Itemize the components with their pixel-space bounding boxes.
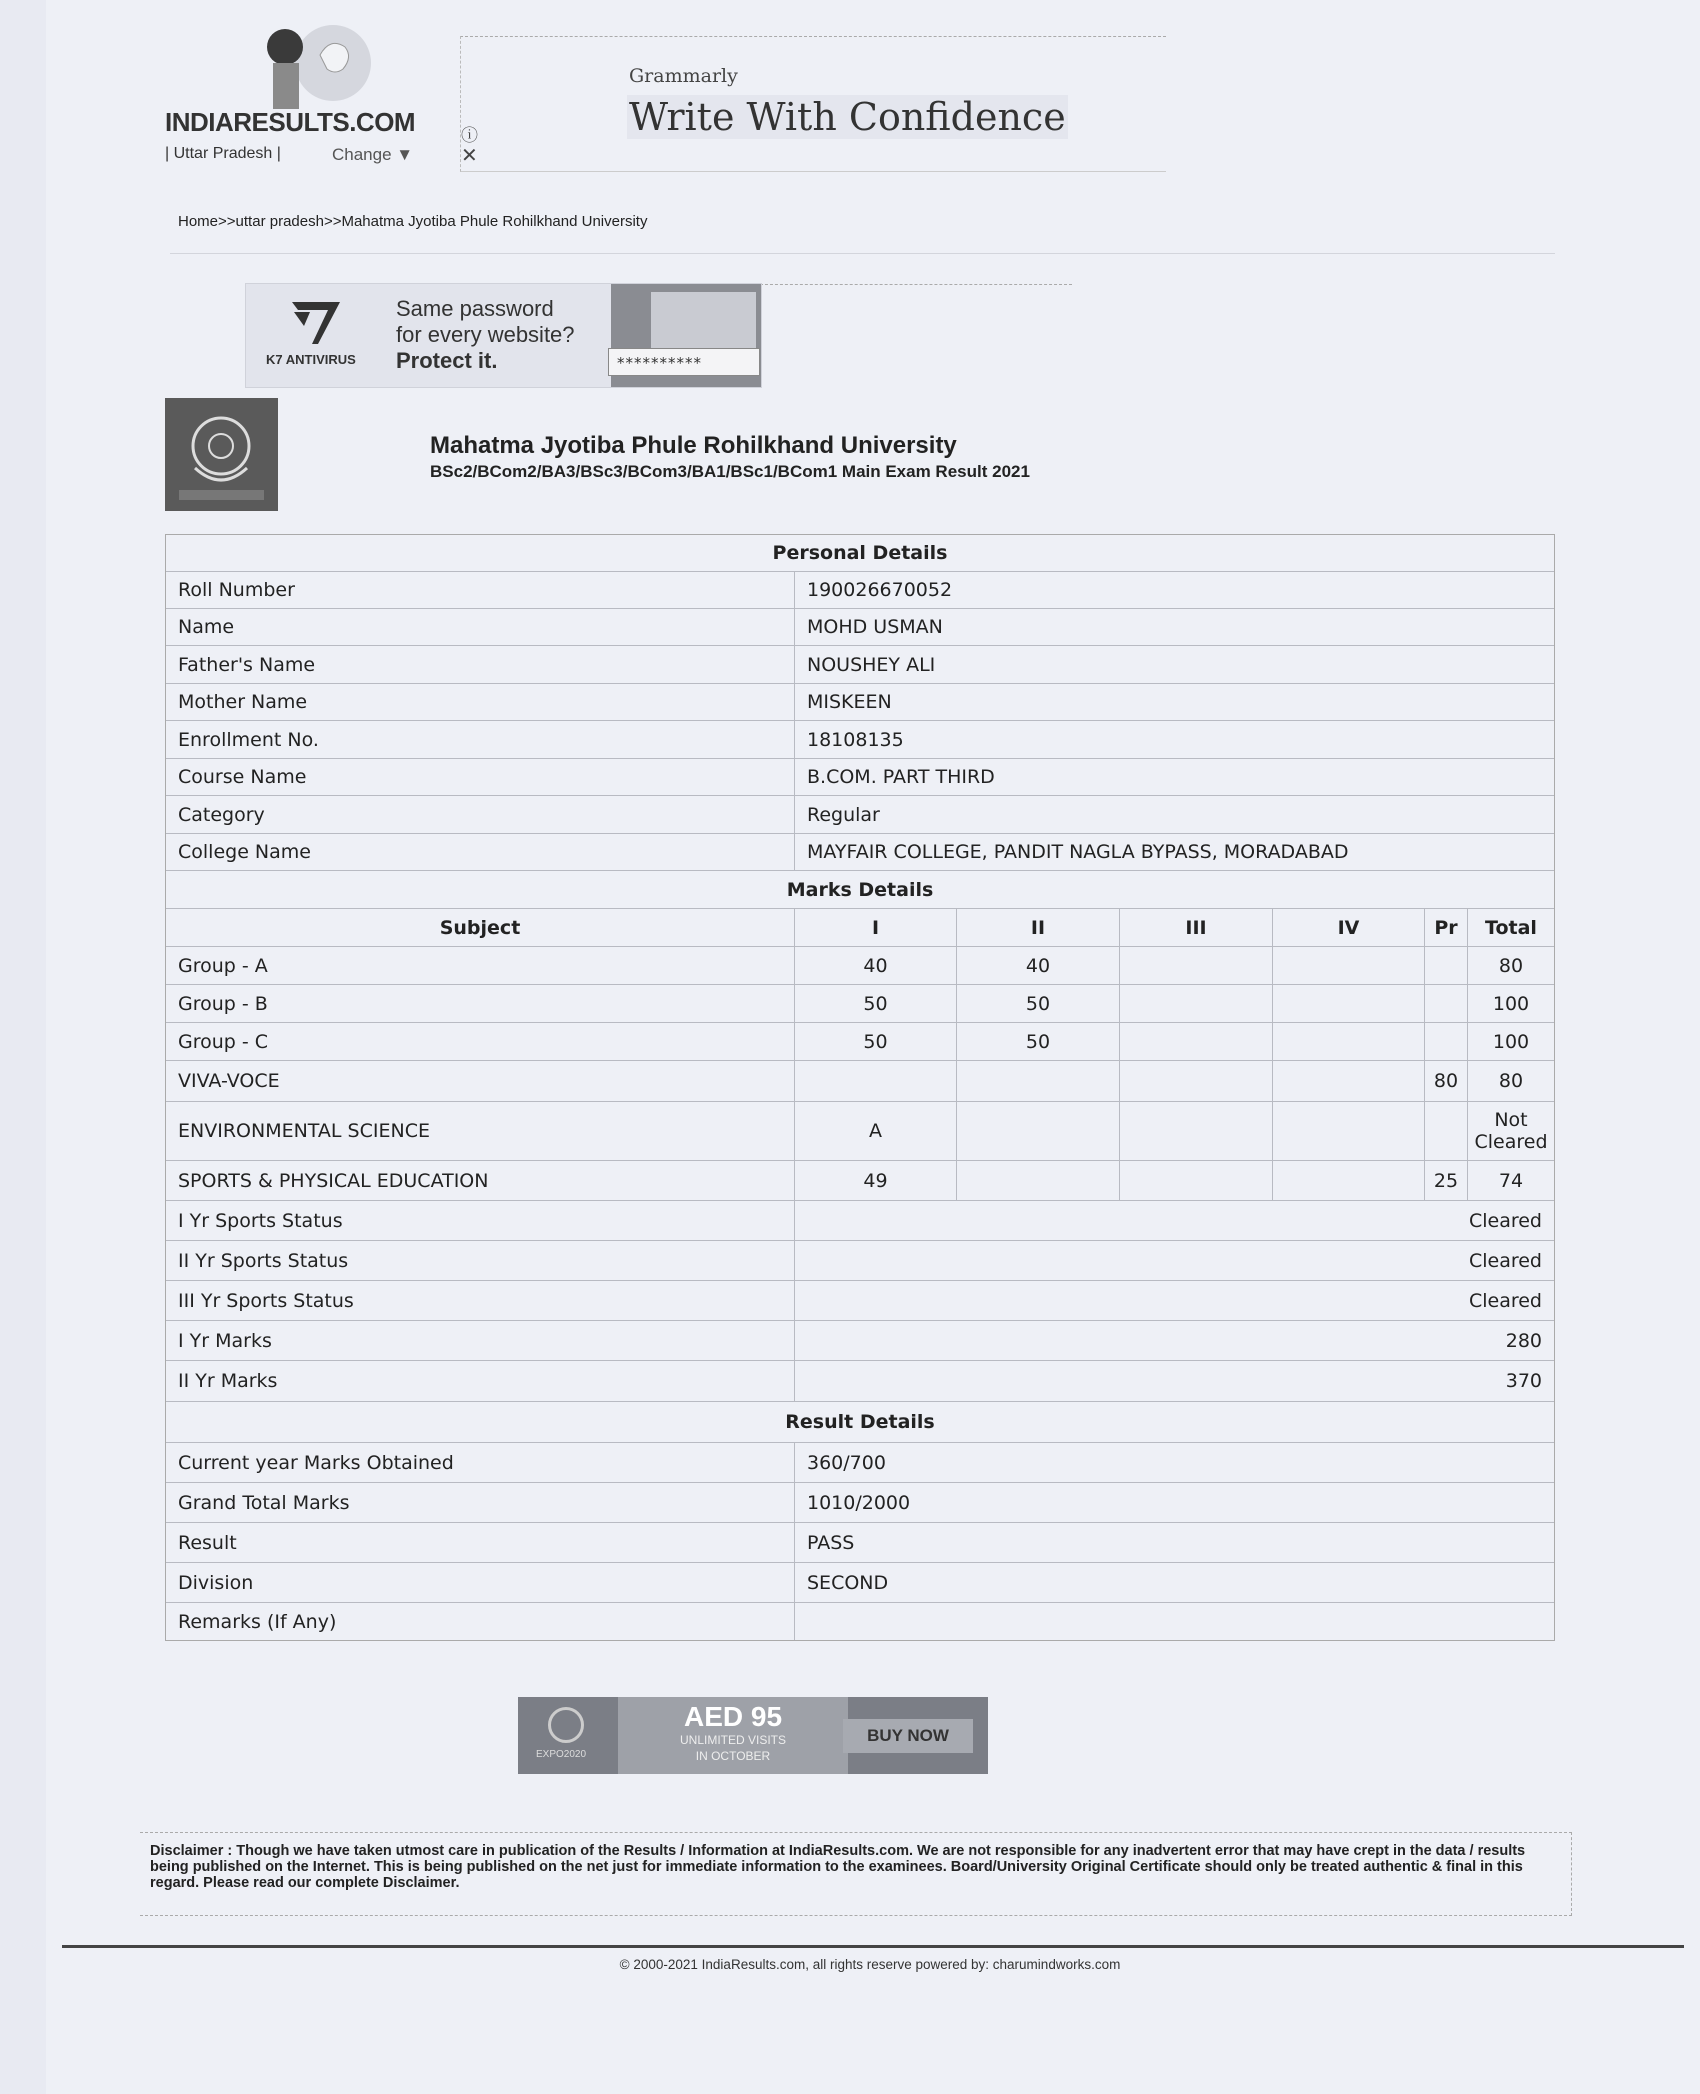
- row-label: Current year Marks Obtained: [166, 1443, 795, 1482]
- row-value: 190026670052: [807, 579, 953, 601]
- university-emblem: [165, 398, 278, 511]
- table-row: [166, 1061, 1554, 1102]
- row-value: MAYFAIR COLLEGE, PANDIT NAGLA BYPASS, MORADABAD: [807, 841, 1349, 863]
- marks-total: 74: [1498, 1169, 1524, 1192]
- subject-cell: Group - C: [166, 1023, 795, 1060]
- marks-ii: [957, 1102, 1120, 1160]
- row-value: Regular: [807, 803, 880, 826]
- table-row: [166, 572, 1554, 609]
- ad-price: AED 95: [683, 1701, 783, 1732]
- close-icon[interactable]: ✕: [461, 143, 478, 167]
- row-value: NOUSHEY ALI: [807, 653, 936, 676]
- table-row: [166, 1321, 1554, 1361]
- breadcrumb-home[interactable]: Home: [178, 213, 219, 230]
- row-value: SECOND: [807, 1571, 889, 1594]
- col-iv: IV: [1273, 909, 1425, 946]
- row-value: Cleared: [1468, 1289, 1542, 1312]
- exam-title: BSc2/BCom2/BA3/BSc3/BCom3/BA1/BSc1/BCom1 Main Exam Result 2021: [430, 462, 1030, 481]
- subject-cell: Group - B: [166, 985, 795, 1022]
- subject-cell: ENVIRONMENTAL SCIENCE: [166, 1102, 795, 1160]
- k7-antivirus-ad[interactable]: [245, 283, 762, 388]
- marks-iv: [1273, 1023, 1425, 1060]
- marks-pr: [1425, 1102, 1468, 1160]
- row-label: Enrollment No.: [166, 721, 795, 758]
- result-table: [165, 534, 1555, 1641]
- expo-label: EXPO2020: [536, 1749, 587, 1760]
- marks-pr: [1425, 1023, 1468, 1060]
- row-label: Remarks (If Any): [166, 1603, 795, 1640]
- marks-iii: [1120, 1023, 1273, 1060]
- col-total: Total: [1485, 916, 1537, 939]
- emblem-icon: [165, 398, 278, 511]
- university-name: Mahatma Jyotiba Phule Rohilkhand University: [430, 432, 957, 459]
- table-row: [166, 947, 1554, 985]
- row-value: MISKEEN: [807, 691, 892, 713]
- personal-details-title: Personal Details: [772, 542, 948, 564]
- marks-iv: [1273, 1061, 1425, 1101]
- marks-i: 49: [795, 1161, 957, 1200]
- row-label: Grand Total Marks: [166, 1483, 795, 1522]
- table-row: [166, 1241, 1554, 1281]
- table-row: [166, 1603, 1554, 1640]
- footer-divider: [62, 1945, 1684, 1948]
- row-label: College Name: [166, 834, 795, 870]
- marks-iv: [1273, 1161, 1425, 1200]
- table-row: [166, 684, 1554, 721]
- marks-details-title: Marks Details: [786, 878, 934, 901]
- divider: [170, 253, 1555, 254]
- grammarly-ad[interactable]: [460, 36, 1166, 172]
- table-row: [166, 609, 1554, 646]
- marks-iii: [1120, 1061, 1273, 1101]
- k7-line-2: for every website?: [396, 322, 575, 347]
- row-label: Roll Number: [166, 572, 795, 608]
- ad-headline: Write With Confidence: [629, 95, 1066, 139]
- table-row: [166, 646, 1554, 684]
- marks-ii: 40: [957, 947, 1120, 984]
- table-row: [166, 1161, 1554, 1201]
- change-state-link[interactable]: Change ▼: [332, 145, 414, 164]
- footer-copyright: © 2000-2021 IndiaResults.com, all rights reserve powered by: charumindworks.com: [619, 1957, 1121, 1972]
- row-label: Course Name: [166, 759, 795, 795]
- table-row: [166, 1201, 1554, 1241]
- table-row: [166, 759, 1554, 796]
- marks-pr: [1425, 985, 1468, 1022]
- row-label: Name: [166, 609, 795, 645]
- row-value: B.COM. PART THIRD: [807, 766, 995, 788]
- col-ii: II: [957, 909, 1120, 946]
- breadcrumb-separator: >>: [218, 213, 236, 230]
- row-label: II Yr Marks: [166, 1361, 795, 1401]
- row-value: [795, 1603, 1554, 1640]
- col-iii: III: [1120, 909, 1273, 946]
- table-row: [166, 1023, 1554, 1061]
- marks-pr: [1425, 947, 1468, 984]
- ad-subtitle-2: IN OCTOBER: [695, 1749, 771, 1763]
- row-label: I Yr Sports Status: [166, 1201, 795, 1240]
- marks-total: 100: [1492, 992, 1530, 1015]
- k7-logo-icon: [288, 298, 344, 346]
- marks-iv: [1273, 947, 1425, 984]
- marks-iii: [1120, 1161, 1273, 1200]
- marks-total: Not Cleared: [1474, 1109, 1548, 1153]
- table-row: [166, 1443, 1554, 1483]
- col-subject: Subject: [166, 909, 795, 946]
- scan-margin: [0, 0, 46, 2094]
- logo-text: INDIARESULTS.COM: [165, 107, 416, 137]
- section-header: [166, 871, 1554, 909]
- subject-cell: SPORTS & PHYSICAL EDUCATION: [166, 1161, 795, 1200]
- marks-iii: [1120, 985, 1273, 1022]
- table-row: [166, 1523, 1554, 1563]
- row-label: Result: [166, 1523, 795, 1562]
- row-value: 280: [1505, 1329, 1542, 1352]
- row-label: I Yr Marks: [166, 1321, 795, 1360]
- row-value: MOHD USMAN: [807, 616, 943, 638]
- marks-i: A: [795, 1102, 957, 1160]
- k7-line-1: Same password: [396, 296, 554, 321]
- marks-i: 50: [795, 1023, 957, 1060]
- marks-i: 40: [795, 947, 957, 984]
- disclaimer: Disclaimer : Though we have taken utmost care in publication of the Results / Information at IndiaResults.com. We are not responsible for any inadvertent error that may have crept in the data / results being published on the Internet. This is being published on the net just for immediate information to the examinees. Board/University Original Certificate should only be treated authentic & final in this regard. Please read our complete Disclaimer.: [140, 1832, 1572, 1916]
- table-row: [166, 1361, 1554, 1402]
- table-row: [166, 1102, 1554, 1161]
- k7-line-3: Protect it.: [396, 348, 498, 373]
- result-details-title: Result Details: [785, 1411, 935, 1433]
- subject-cell: Group - A: [166, 947, 795, 984]
- row-value: 1010/2000: [807, 1491, 911, 1514]
- table-row: [166, 985, 1554, 1023]
- marks-pr: 25: [1425, 1161, 1468, 1200]
- table-row: [166, 1563, 1554, 1603]
- buy-now-button[interactable]: BUY NOW: [843, 1719, 973, 1753]
- marks-ii: [957, 1061, 1120, 1101]
- ad-border: [760, 284, 1072, 285]
- row-value: 18108135: [807, 728, 904, 751]
- marks-total: 100: [1492, 1030, 1530, 1053]
- marks-iii: [1120, 947, 1273, 984]
- marks-ii: 50: [957, 1023, 1120, 1060]
- row-label: II Yr Sports Status: [166, 1241, 795, 1280]
- logo-figure-icon: [265, 25, 375, 110]
- table-row: [166, 721, 1554, 759]
- ad-subtitle-1: UNLIMITED VISITS: [679, 1733, 786, 1747]
- subject-cell: VIVA-VOCE: [166, 1061, 795, 1101]
- row-label: Category: [166, 796, 795, 833]
- table-row: [166, 1281, 1554, 1321]
- breadcrumb-state[interactable]: uttar pradesh: [235, 213, 324, 230]
- table-row: [166, 834, 1554, 871]
- marks-iv: [1273, 985, 1425, 1022]
- expo-ad[interactable]: [518, 1697, 988, 1774]
- state-label: | Uttar Pradesh |: [165, 145, 281, 162]
- ad-brand: Grammarly: [629, 65, 738, 87]
- row-label: Father's Name: [166, 646, 795, 683]
- site-logo[interactable]: [165, 25, 415, 170]
- row-label: III Yr Sports Status: [166, 1281, 795, 1320]
- expo-logo-icon: [548, 1707, 584, 1743]
- row-value: PASS: [807, 1531, 855, 1554]
- marks-total: 80: [1498, 954, 1524, 977]
- ad-password-field: **********: [608, 348, 760, 376]
- row-label: Division: [166, 1563, 795, 1602]
- marks-i: 50: [795, 985, 957, 1022]
- table-row: [166, 1483, 1554, 1523]
- marks-iii: [1120, 1102, 1273, 1160]
- marks-total: 80: [1498, 1070, 1524, 1092]
- marks-header-row: [166, 909, 1554, 947]
- col-pr: Pr: [1425, 909, 1468, 946]
- row-value: 370: [1505, 1370, 1542, 1392]
- section-header: [166, 535, 1554, 572]
- k7-ad-text: [396, 296, 575, 374]
- breadcrumb-separator: >>: [323, 213, 342, 230]
- col-i: I: [795, 909, 957, 946]
- section-header: [166, 1402, 1554, 1443]
- breadcrumb: [178, 213, 647, 230]
- info-icon[interactable]: ⓘ: [461, 126, 478, 146]
- breadcrumb-university[interactable]: Mahatma Jyotiba Phule Rohilkhand University: [341, 213, 648, 230]
- row-value: Cleared: [1468, 1249, 1542, 1272]
- table-row: [166, 796, 1554, 834]
- marks-ii: 50: [957, 985, 1120, 1022]
- row-label: Mother Name: [166, 684, 795, 720]
- marks-ii: [957, 1161, 1120, 1200]
- k7-label: K7 ANTIVIRUS: [266, 352, 356, 367]
- row-value: 360/700: [807, 1451, 886, 1474]
- marks-pr: 80: [1425, 1061, 1468, 1101]
- row-value: Cleared: [1468, 1209, 1542, 1232]
- marks-iv: [1273, 1102, 1425, 1160]
- marks-i: [795, 1061, 957, 1101]
